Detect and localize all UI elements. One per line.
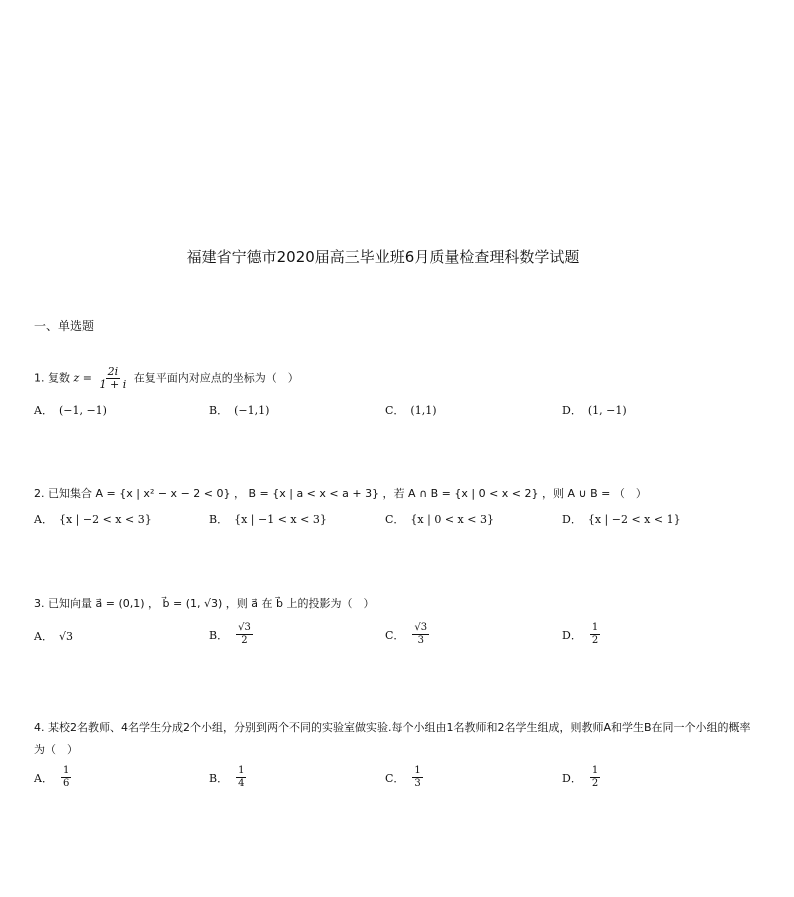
q1-fraction-denominator: 1 + i <box>99 378 127 391</box>
option-label: D． <box>562 628 582 642</box>
fraction-denominator: 2 <box>591 635 599 646</box>
fraction-numerator: √3 <box>414 622 428 633</box>
q1-stem-suffix: 在复平面内对应点的坐标为（ ） <box>133 371 299 385</box>
q1-fraction-numerator: 2i <box>107 365 119 378</box>
q4-option-a[interactable] <box>34 765 73 790</box>
fraction-denominator: 2 <box>241 635 248 646</box>
question-3-stem: 3. 已知向量 a⃗ = (0,1) ， b⃗ = (1, √3) ，则 a⃗ 在 b⃗ 上的投影为（ ） <box>34 597 375 610</box>
question-4-stem: 4. 某校2名教师、4名学生分成2个小组，分别到两个不同的实验室做实验.每个小组由1名教师和2名学生组成，则教师A和学生B在同一个小组的概率为（ ） <box>34 721 751 756</box>
section-heading: 一、单选题 <box>34 319 95 333</box>
option-label: B． <box>209 771 229 785</box>
option-text: {x | −1 < x < 3} <box>234 512 327 526</box>
q2-option-c[interactable] <box>385 511 494 527</box>
fraction-denominator: 3 <box>414 778 421 789</box>
option-fraction <box>412 765 422 790</box>
option-label: C． <box>385 628 405 642</box>
fraction-numerator: 1 <box>591 622 599 633</box>
fraction-denominator: 3 <box>417 635 424 646</box>
q3-option-c[interactable] <box>385 622 431 647</box>
option-label: B． <box>209 513 229 526</box>
option-label: C． <box>385 513 405 526</box>
q4-option-c[interactable] <box>385 765 425 790</box>
option-fraction <box>61 765 71 790</box>
q1-option-c[interactable] <box>385 402 437 418</box>
option-label: B． <box>209 404 229 417</box>
q3-option-b[interactable] <box>209 622 255 647</box>
fraction-denominator: 4 <box>238 778 245 789</box>
option-label: A． <box>34 513 53 526</box>
option-label: B． <box>209 628 229 642</box>
fraction-numerator: 1 <box>62 765 70 776</box>
fraction-numerator: 1 <box>238 765 245 776</box>
option-fraction <box>590 765 600 790</box>
q1-fraction <box>98 366 129 391</box>
fraction-denominator: 6 <box>62 778 70 789</box>
option-text: (−1,1) <box>234 403 270 417</box>
option-label: C． <box>385 404 405 417</box>
q1-option-a[interactable] <box>34 402 107 418</box>
option-label: A． <box>34 630 53 643</box>
q4-option-d[interactable] <box>562 765 602 790</box>
option-label: C． <box>385 771 405 785</box>
option-fraction <box>412 622 429 647</box>
q2-option-b[interactable] <box>209 511 327 527</box>
option-text: (1, −1) <box>587 403 627 417</box>
option-fraction <box>236 622 253 647</box>
option-text: (−1, −1) <box>58 403 107 417</box>
q1-stem-prefix: 1. 复数 <box>34 371 70 385</box>
question-2-stem: 2. 已知集合 A = {x | x² − x − 2 < 0} ， B = {x | a < x < a + 3} ，若 A ∩ B = {x | 0 < x < 2} ，则 A ∪ B = （ ） <box>34 487 647 500</box>
q1-expression-lhs: z = <box>73 371 93 385</box>
option-label: D． <box>562 513 582 526</box>
option-label: D． <box>562 404 582 417</box>
q2-option-d[interactable] <box>562 511 681 527</box>
option-text: {x | 0 < x < 3} <box>410 512 494 526</box>
q1-option-d[interactable] <box>562 402 627 418</box>
option-label: D． <box>562 771 582 785</box>
fraction-denominator: 2 <box>591 778 599 789</box>
q1-option-b[interactable] <box>209 402 269 418</box>
option-label: A． <box>34 771 53 785</box>
option-text: √3 <box>58 629 73 643</box>
option-fraction <box>236 765 246 790</box>
option-label: A． <box>34 404 53 417</box>
question-1-stem <box>34 366 299 391</box>
option-fraction <box>590 622 600 647</box>
fraction-numerator: 1 <box>591 765 599 776</box>
q4-option-b[interactable] <box>209 765 248 790</box>
q2-option-a[interactable] <box>34 511 152 527</box>
option-text: (1,1) <box>410 403 437 417</box>
fraction-numerator: 1 <box>414 765 421 776</box>
document-title: 福建省宁德市2020届高三毕业班6月质量检查理科数学试题 <box>186 248 580 266</box>
option-text: {x | −2 < x < 3} <box>58 512 152 526</box>
q3-option-d[interactable] <box>562 622 602 647</box>
q3-option-a[interactable] <box>34 628 73 644</box>
fraction-numerator: √3 <box>238 622 251 633</box>
option-text: {x | −2 < x < 1} <box>587 512 681 526</box>
